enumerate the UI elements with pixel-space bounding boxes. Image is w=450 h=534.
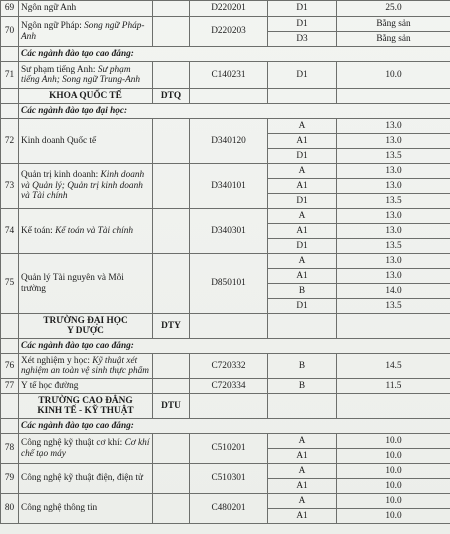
row-number: 75: [1, 254, 19, 314]
symbol-cell: [153, 464, 190, 494]
score: 10.0: [337, 449, 450, 464]
exam-block: D1: [268, 1, 337, 17]
major-name-italic: Sư phạm tiếng Anh; Song ngữ Trung-Anh: [21, 64, 141, 85]
exam-block: A1: [268, 269, 337, 284]
section-subheading-row: [1, 339, 450, 354]
major-name: [19, 164, 153, 209]
major-code: C720332: [190, 354, 268, 379]
exam-block: D1: [268, 239, 337, 254]
score: 11.5: [337, 379, 450, 394]
table-row: [1, 164, 450, 179]
major-name: Công nghệ thông tin: [19, 494, 153, 524]
table-row: [1, 209, 450, 224]
section-subheading-row: [1, 419, 450, 434]
exam-block: A1: [268, 134, 337, 149]
major-name: Y tế học đường: [19, 379, 153, 394]
table-row: [1, 119, 450, 134]
row-number: 77: [1, 379, 19, 394]
score: 13.0: [337, 164, 450, 179]
major-code: C720334: [190, 379, 268, 394]
score: Bằng sản: [337, 32, 450, 47]
table-row: [1, 254, 450, 269]
major-name: [19, 209, 153, 254]
exam-block: A: [268, 254, 337, 269]
row-number: 76: [1, 354, 19, 379]
symbol-cell: [153, 379, 190, 394]
exam-block: A1: [268, 224, 337, 239]
major-name-italic: Cơ khí chế tạo máy: [21, 438, 150, 459]
exam-block: D1: [268, 299, 337, 314]
major-code: C510201: [190, 434, 268, 464]
score: 13.0: [337, 254, 450, 269]
major-code: D340301: [190, 209, 268, 254]
exam-block: B: [268, 284, 337, 299]
section-subheading: Các ngành đào tạo cao đẳng:: [19, 47, 450, 62]
symbol-cell: [153, 494, 190, 524]
major-name-plain: Quản trị kinh doanh:: [21, 170, 101, 181]
score: 13.0: [337, 224, 450, 239]
major-name-plain: Ngôn ngữ Pháp:: [21, 21, 85, 31]
exam-block: A: [268, 464, 337, 479]
major-name: [19, 62, 153, 89]
table-row: [1, 62, 450, 89]
score: 10.0: [337, 434, 450, 449]
score: 13.0: [337, 119, 450, 134]
exam-block: A: [268, 209, 337, 224]
exam-block: A: [268, 164, 337, 179]
major-name-italic: Kinh doanh và Quản lý; Quản trị kinh doanh và Tài chính: [21, 170, 145, 202]
table-row: [1, 494, 450, 509]
score: 10.0: [337, 62, 450, 89]
major-name: Công nghệ kỹ thuật điện, điện tử: [19, 464, 153, 494]
row-number: 79: [1, 464, 19, 494]
section-subheading: Các ngành đào tạo đại học:: [19, 104, 450, 119]
exam-block: D1: [268, 62, 337, 89]
major-code: D340120: [190, 119, 268, 164]
table-row: [1, 464, 450, 479]
major-code: D220201: [190, 1, 268, 17]
faculty-name-line2: Y DƯỢC: [67, 326, 104, 336]
symbol-cell: [153, 1, 190, 17]
exam-block: D1: [268, 194, 337, 209]
major-code: C480201: [190, 494, 268, 524]
major-name-plain: Sư phạm tiếng Anh:: [21, 64, 98, 75]
score: 13.0: [337, 269, 450, 284]
faculty-symbol: DTY: [153, 314, 190, 339]
section-subheading-row: [1, 104, 450, 119]
major-name: [19, 354, 153, 379]
score: 10.0: [337, 464, 450, 479]
symbol-cell: [153, 254, 190, 314]
table-row: [1, 1, 450, 17]
major-name-italic: Kỹ thuật xét nghiệm an toàn vệ sinh thực phẩm: [21, 355, 149, 376]
symbol-cell: [153, 17, 190, 47]
table-row: [1, 17, 450, 32]
faculty-name-line1: TRƯỜNG CAO ĐẲNG: [38, 395, 133, 406]
exam-block: A: [268, 434, 337, 449]
faculty-heading-row: [1, 394, 450, 419]
major-code: C140231: [190, 62, 268, 89]
score: 14.5: [337, 354, 450, 379]
major-name: Quản lý Tài nguyên và Môi trường: [19, 254, 153, 314]
major-name: [19, 434, 153, 464]
faculty-name: [19, 394, 153, 419]
score: 25.0: [337, 1, 450, 17]
score: 13.0: [337, 134, 450, 149]
exam-block: A: [268, 119, 337, 134]
major-name-italic: Kế toán và Tài chính: [55, 225, 134, 236]
faculty-name: KHOA QUỐC TẾ: [19, 89, 153, 104]
faculty-heading-row: [1, 89, 450, 104]
symbol-cell: [153, 62, 190, 89]
exam-block: A1: [268, 509, 337, 524]
major-name: Ngôn ngữ Anh: [19, 1, 153, 17]
table-row: [1, 379, 450, 394]
symbol-cell: [153, 434, 190, 464]
symbol-cell: [153, 209, 190, 254]
row-number: 73: [1, 164, 19, 209]
row-number: 69: [1, 1, 19, 17]
exam-block: D1: [268, 149, 337, 164]
faculty-symbol: DTQ: [153, 89, 190, 104]
major-name-plain: Công nghệ kỹ thuật cơ khí:: [21, 438, 125, 448]
row-number: 72: [1, 119, 19, 164]
score: Bằng sản: [337, 17, 450, 32]
exam-block: A1: [268, 449, 337, 464]
row-number: 71: [1, 62, 19, 89]
faculty-name-line2: KINH TẾ - KỸ THUẬT: [37, 406, 134, 416]
section-subheading: Các ngành đào tạo cao đẳng:: [19, 419, 450, 434]
score: 10.0: [337, 479, 450, 494]
major-name-plain: Xét nghiệm y học:: [21, 355, 93, 366]
score: 10.0: [337, 509, 450, 524]
score: 13.5: [337, 239, 450, 254]
section-subheading: Các ngành đào tạo cao đẳng:: [19, 339, 450, 354]
symbol-cell: [153, 164, 190, 209]
major-code: C510301: [190, 464, 268, 494]
row-number: 74: [1, 209, 19, 254]
faculty-name: [19, 314, 153, 339]
section-subheading-row: [1, 47, 450, 62]
exam-block: D3: [268, 32, 337, 47]
table-row: [1, 434, 450, 449]
row-number: 80: [1, 494, 19, 524]
major-code: D850101: [190, 254, 268, 314]
score: 14.0: [337, 284, 450, 299]
major-name-italic: Song ngữ Pháp-Anh: [21, 21, 145, 42]
score: 13.5: [337, 194, 450, 209]
score: 13.0: [337, 179, 450, 194]
major-code: D220203: [190, 17, 268, 47]
row-number: 78: [1, 434, 19, 464]
exam-block: A1: [268, 179, 337, 194]
major-name-plain: Kế toán:: [21, 225, 56, 236]
symbol-cell: [153, 119, 190, 164]
score: 13.0: [337, 209, 450, 224]
major-code: D340101: [190, 164, 268, 209]
exam-block: A1: [268, 479, 337, 494]
score: 13.5: [337, 299, 450, 314]
faculty-heading-row: [1, 314, 450, 339]
major-name: Kinh doanh Quốc tế: [19, 119, 153, 164]
faculty-symbol: DTU: [153, 394, 190, 419]
major-name: [19, 17, 153, 47]
table-row: [1, 354, 450, 379]
row-number: 70: [1, 17, 19, 47]
exam-block: A: [268, 494, 337, 509]
faculty-name-line1: TRƯỜNG ĐẠI HỌC: [43, 315, 128, 326]
symbol-cell: [153, 354, 190, 379]
exam-block: D1: [268, 17, 337, 32]
score: 13.5: [337, 149, 450, 164]
score: 10.0: [337, 494, 450, 509]
exam-block: B: [268, 354, 337, 379]
exam-block: B: [268, 379, 337, 394]
